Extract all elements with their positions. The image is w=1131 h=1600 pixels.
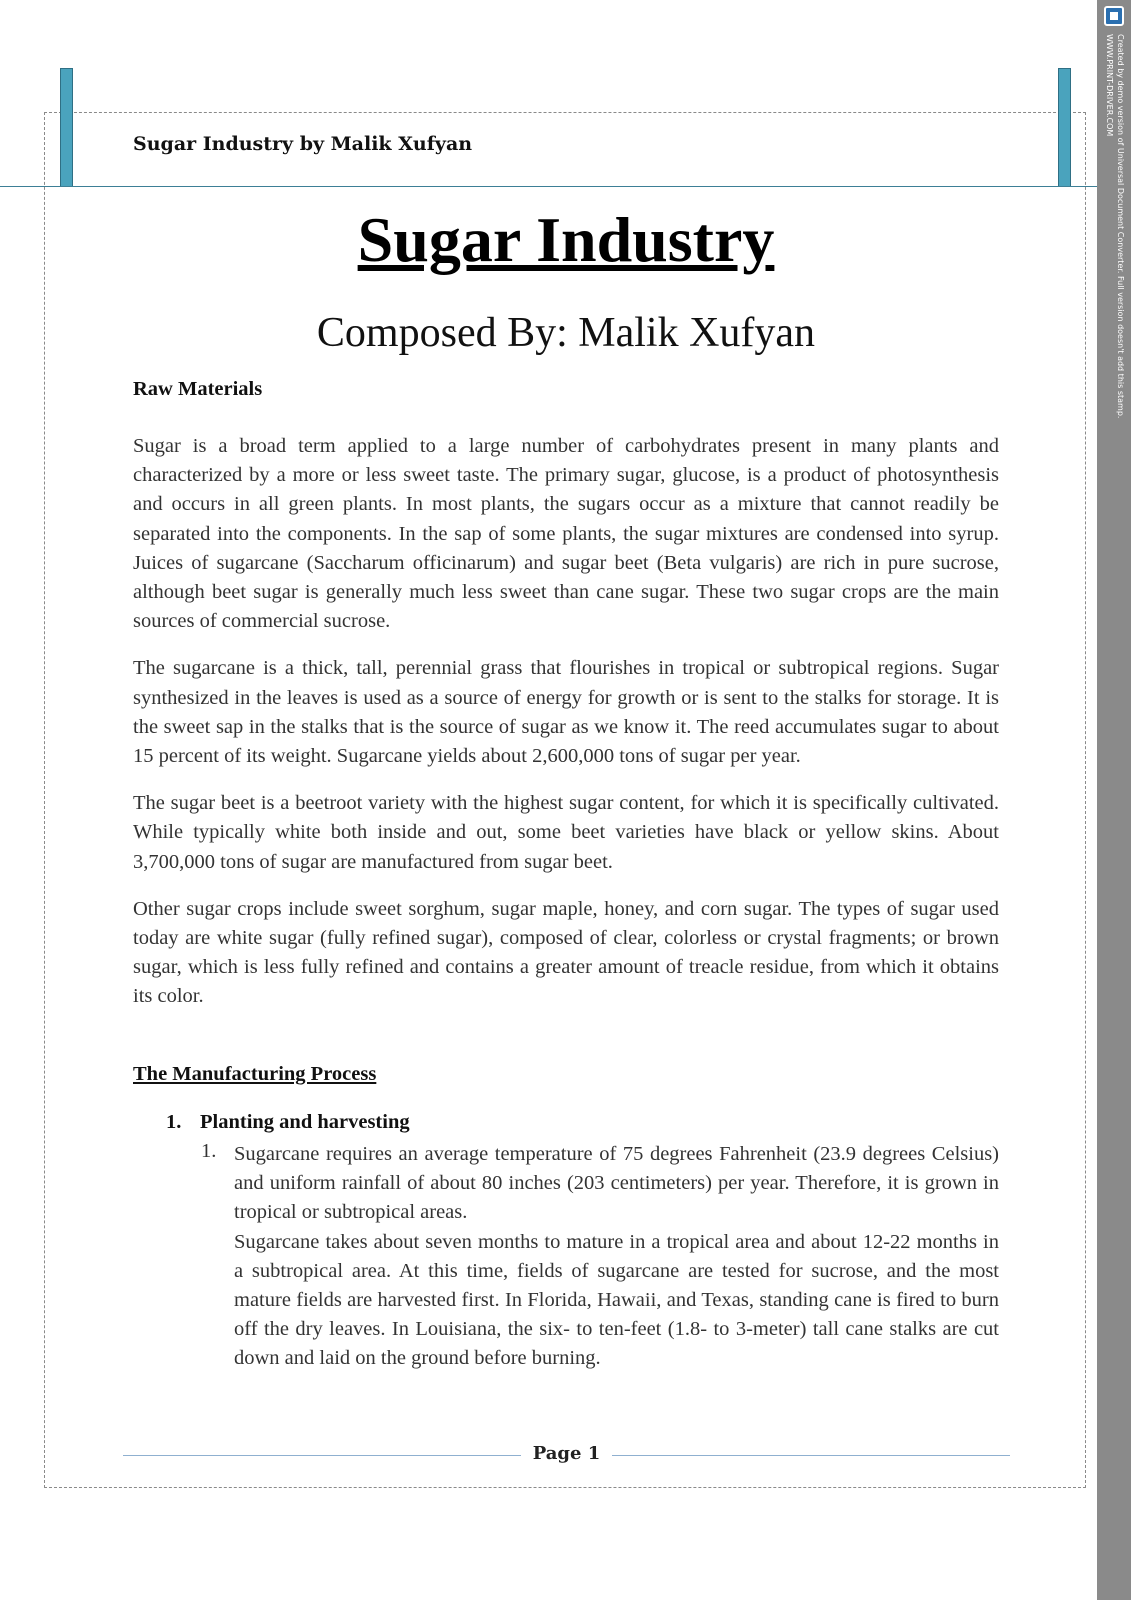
manufacturing-heading: The Manufacturing Process <box>133 1063 377 1085</box>
paragraph: Sugarcane requires an average temperature of 75 degrees Fahrenheit (23.9 degrees Celsius) and uniform rainfall of about 80 inches (203 centimeters) per year. Therefore, it is grown in tropical or subtropical areas. <box>234 1143 999 1224</box>
paragraph: Sugarcane takes about seven months to mature in a tropical area and about 12-22 months in a subtropical area. At this time, fields of sugarcane are tested for sucrose, and the most mature fields are harvested first. In Florida, Hawaii, and Texas, standing cane is fired to burn off the dry leaves. In Louisiana, the six- to ten-feet (1.8- to 3-meter) tall cane stalks are cut down and laid on the ground before burning. <box>234 1230 999 1370</box>
footer-rule-right <box>612 1455 1010 1456</box>
header-rule <box>0 186 1099 187</box>
converter-stamp-strip <box>1097 0 1131 1600</box>
stamp-line: WWW.PRINT-DRIVER.COM <box>1105 34 1114 137</box>
sublist-number: 1. <box>201 1140 217 1162</box>
document-subtitle: Composed By: Malik Xufyan <box>316 310 816 356</box>
paragraph: Sugar is a broad term applied to a large number of carbohydrates present in many plants and characterized by a more or less sweet taste. The primary sugar, glucose, is a product of photosynthesis and occurs in all green plants. In most plants, the sugars occur as a mixture that cannot readily be separated into the components. In the sap of some plants, the sugar mixtures are condensed into syrup. Juices of sugarcane (Saccharum officinarum) and sugar beet (Beta vulgaris) are rich in pure sucrose, although beet sugar is generally much less sweet than cane sugar. These two sugar crops are the main sources of commercial sucrose. <box>133 435 999 633</box>
list-number: 1. <box>166 1111 182 1133</box>
header-bar-left <box>60 68 73 187</box>
raw-materials-heading: Raw Materials <box>133 378 263 400</box>
list-item-title: Planting and harvesting <box>200 1111 410 1133</box>
sublist-item-body <box>234 1140 999 1374</box>
paragraph: The sugarcane is a thick, tall, perennial grass that flourishes in tropical or subtropical regions. Sugar synthesized in the leaves is used as a source of energy for growth or is sent to the stalks for storage. It is the sweet sap in the stalks that is the source of sugar as we know it. The reed accumulates sugar to about 15 percent of its weight. Sugarcane yields about 2,600,000 tons of sugar per year. <box>133 657 999 768</box>
document-title: Sugar Industry <box>357 204 775 275</box>
header-bar-right <box>1058 68 1071 187</box>
document-converter-icon <box>1104 6 1124 26</box>
paragraph: The sugar beet is a beetroot variety with the highest sugar content, for which it is specifically cultivated. While typically white both inside and out, some beet varieties have black or yellow skins. About 3,700,000 tons of sugar are manufactured from sugar beet. <box>133 792 999 873</box>
list-item-step <box>166 1111 410 1134</box>
stamp-line: Created by demo version of Universal Document Converter. Full version doesn't add this stamp. <box>1116 34 1125 419</box>
page-number: Page 1 <box>532 1443 601 1464</box>
converter-stamp-text <box>1102 34 1126 419</box>
footer-rule-left <box>123 1455 521 1456</box>
running-header-title: Sugar Industry by Malik Xufyan <box>133 133 473 155</box>
paragraph: Other sugar crops include sweet sorghum, sugar maple, honey, and corn sugar. The types of sugar used today are white sugar (fully refined sugar), composed of clear, colorless or crystal fragments; or brown sugar, which is less fully refined and contains a greater amount of treacle residue, from which it obtains its color. <box>133 897 999 1008</box>
raw-materials-body <box>133 432 999 1030</box>
